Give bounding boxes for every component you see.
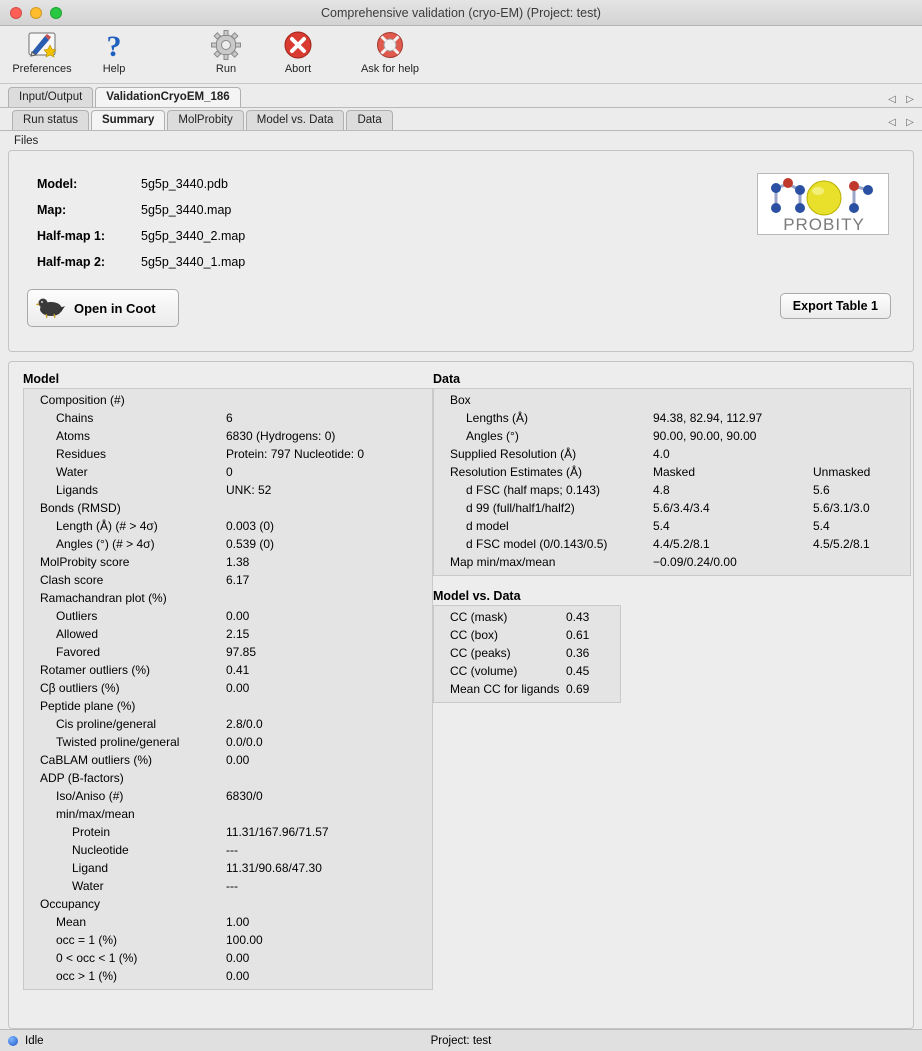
- table-row: 0 < occ < 1 (%) 0.00: [56, 951, 250, 965]
- files-table: [37, 171, 245, 275]
- file-label-halfmap1: Half-map 1:: [37, 229, 106, 243]
- lifesaver-icon: [374, 28, 406, 62]
- model-vs-data-table-box: [433, 605, 621, 703]
- table-row: Chains 6: [56, 411, 233, 425]
- toolbar-label-help: Help: [102, 63, 126, 75]
- model-vs-data-section-title: Model vs. Data: [433, 589, 521, 603]
- table-row: Map min/max/mean −0.09/0.24/0.00: [450, 555, 737, 569]
- status-text: Idle: [25, 1034, 44, 1047]
- project-label: Project: test: [430, 1034, 492, 1047]
- table-row: min/max/mean: [56, 807, 135, 821]
- table-row: Lengths (Å) 94.38, 82.94, 112.97: [466, 411, 763, 425]
- toolbar-label-preferences: Preferences: [12, 63, 72, 75]
- coot-bird-icon: [36, 295, 66, 322]
- data-section: [433, 372, 911, 703]
- export-table-1-label: Export Table 1: [792, 299, 878, 313]
- model-section-title: Model: [23, 372, 60, 386]
- files-row: [37, 171, 245, 197]
- table-row: CaBLAM outliers (%) 0.00: [40, 753, 250, 767]
- tab-input-output[interactable]: Input/Output: [8, 87, 93, 107]
- preferences-icon: [26, 28, 58, 62]
- files-row: [37, 223, 245, 249]
- open-in-coot-label: Open in Coot: [74, 300, 156, 316]
- help-icon: [98, 28, 130, 62]
- status-bar: [0, 1029, 922, 1051]
- table-row: Angles (°) (# > 4σ) 0.539 (0): [56, 537, 275, 551]
- table-row: Supplied Resolution (Å) 4.0: [450, 447, 670, 461]
- tab-data[interactable]: Data: [346, 110, 392, 130]
- data-table: [438, 391, 904, 571]
- toolbar-button-preferences[interactable]: [6, 26, 78, 75]
- table-row: occ = 1 (%) 100.00: [56, 933, 263, 947]
- files-row: [37, 249, 245, 275]
- scroll-left-icon[interactable]: ◁: [888, 94, 896, 105]
- table-row: CC (mask) 0.43: [450, 610, 590, 624]
- table-row: Residues Protein: 797 Nucleotide: 0: [56, 447, 365, 461]
- open-in-coot-button[interactable]: [27, 289, 179, 327]
- table-row: Composition (#): [40, 393, 125, 407]
- table-row: Protein 11.31/167.96/71.57: [72, 825, 329, 839]
- data-table-box: [433, 388, 911, 576]
- table-row: Rotamer outliers (%) 0.41: [40, 663, 250, 677]
- scroll-left-icon[interactable]: ◁: [888, 117, 896, 128]
- table-row: Water ---: [72, 879, 238, 893]
- table-row: Outliers 0.00: [56, 609, 250, 623]
- table-row: Resolution Estimates (Å) Masked Unmasked: [438, 463, 904, 481]
- toolbar: [0, 26, 922, 84]
- table-row: Ramachandran plot (%): [40, 591, 167, 605]
- table-row: Occupancy: [40, 897, 101, 911]
- files-row: [37, 197, 245, 223]
- table-row: Allowed 2.15: [56, 627, 250, 641]
- tab-validationcryoem[interactable]: ValidationCryoEM_186: [95, 87, 240, 107]
- table-row: d 99 (full/half1/half2) 5.6/3.4/3.4 5.6/3.1/3.0: [466, 501, 870, 515]
- model-table-box: [23, 388, 433, 990]
- abort-icon: [282, 28, 314, 62]
- table-row: Favored 97.85: [56, 645, 257, 659]
- toolbar-button-ask-for-help[interactable]: [354, 26, 426, 75]
- svg-text:PROBITY: PROBITY: [783, 215, 865, 234]
- model-vs-data-table: [438, 608, 614, 698]
- data-section-title: Data: [433, 372, 461, 386]
- files-panel: [8, 150, 914, 352]
- svg-text:?: ?: [106, 30, 122, 61]
- file-label-model: Model:: [37, 177, 78, 191]
- table-row: CC (box) 0.61: [450, 628, 590, 642]
- file-label-halfmap2: Half-map 2:: [37, 255, 106, 269]
- tab-model-vs-data[interactable]: Model vs. Data: [246, 110, 345, 130]
- tab-run-status[interactable]: Run status: [12, 110, 89, 130]
- table-row: MolProbity score 1.38: [40, 555, 250, 569]
- table-row: CC (volume) 0.45: [450, 664, 590, 678]
- statistics-panel: [8, 361, 914, 1029]
- table-row: Water 0: [56, 465, 233, 479]
- model-table: [28, 391, 426, 985]
- molprobity-logo: [757, 173, 889, 235]
- main-tab-scroll-arrows[interactable]: [886, 94, 916, 105]
- table-row: Mean 1.00: [56, 915, 250, 929]
- file-value-halfmap1: 5g5p_3440_2.map: [141, 229, 246, 243]
- table-row: Twisted proline/general 0.0/0.0: [56, 735, 263, 749]
- title-bar: [0, 0, 922, 26]
- table-row: Nucleotide ---: [72, 843, 238, 857]
- scroll-right-icon[interactable]: ▷: [906, 117, 914, 128]
- scroll-right-icon[interactable]: ▷: [906, 94, 914, 105]
- toolbar-label-run: Run: [215, 63, 237, 75]
- table-row: Ligand 11.31/90.68/47.30: [72, 861, 322, 875]
- table-row: Angles (°) 90.00, 90.00, 90.00: [466, 429, 757, 443]
- table-row: d FSC (half maps; 0.143) 4.8 5.6: [466, 483, 830, 497]
- column-header-masked: Masked: [653, 465, 696, 479]
- toolbar-button-help[interactable]: [78, 26, 150, 75]
- model-section: [23, 372, 433, 990]
- tab-molprobity[interactable]: MolProbity: [167, 110, 243, 130]
- table-row: Bonds (RMSD): [40, 501, 121, 515]
- files-section-label: Files: [0, 131, 922, 150]
- toolbar-label-ask-for-help: Ask for help: [360, 63, 420, 75]
- table-row: Cβ outliers (%) 0.00: [40, 681, 250, 695]
- table-row: Atoms 6830 (Hydrogens: 0): [56, 429, 336, 443]
- table-row: Ligands UNK: 52: [56, 483, 272, 497]
- table-row: ADP (B-factors): [40, 771, 124, 785]
- tab-summary[interactable]: Summary: [91, 110, 165, 130]
- file-label-map: Map:: [37, 203, 67, 217]
- file-value-model: 5g5p_3440.pdb: [141, 177, 228, 191]
- table-row: d FSC model (0/0.143/0.5) 4.4/5.2/8.1 4.5/5.2/8.1: [466, 537, 870, 551]
- export-table-1-button[interactable]: [780, 293, 891, 319]
- table-row: Iso/Aniso (#) 6830/0: [56, 789, 263, 803]
- column-header-unmasked: Unmasked: [813, 465, 871, 479]
- table-row: CC (peaks) 0.36: [450, 646, 590, 660]
- file-value-halfmap2: 5g5p_3440_1.map: [141, 255, 246, 269]
- table-row: Cis proline/general 2.8/0.0: [56, 717, 263, 731]
- table-row: Clash score 6.17: [40, 573, 250, 587]
- table-row: Length (Å) (# > 4σ) 0.003 (0): [56, 519, 275, 533]
- toolbar-label-abort: Abort: [284, 63, 312, 75]
- table-row: Box: [450, 393, 471, 407]
- sub-tab-scroll-arrows[interactable]: [886, 117, 916, 128]
- window-title: Comprehensive validation (cryo-EM) (Project: test): [321, 5, 601, 20]
- sub-tab-bar: [0, 108, 922, 131]
- table-row: d model 5.4 5.4: [466, 519, 830, 533]
- table-row: occ > 1 (%) 0.00: [56, 969, 250, 983]
- main-tab-bar: [0, 84, 922, 108]
- table-row: Mean CC for ligands 0.69: [450, 682, 590, 696]
- toolbar-button-run[interactable]: [190, 26, 262, 75]
- toolbar-button-abort[interactable]: [262, 26, 334, 75]
- table-row: Peptide plane (%): [40, 699, 136, 713]
- file-value-map: 5g5p_3440.map: [141, 203, 232, 217]
- run-gear-icon: [210, 28, 242, 62]
